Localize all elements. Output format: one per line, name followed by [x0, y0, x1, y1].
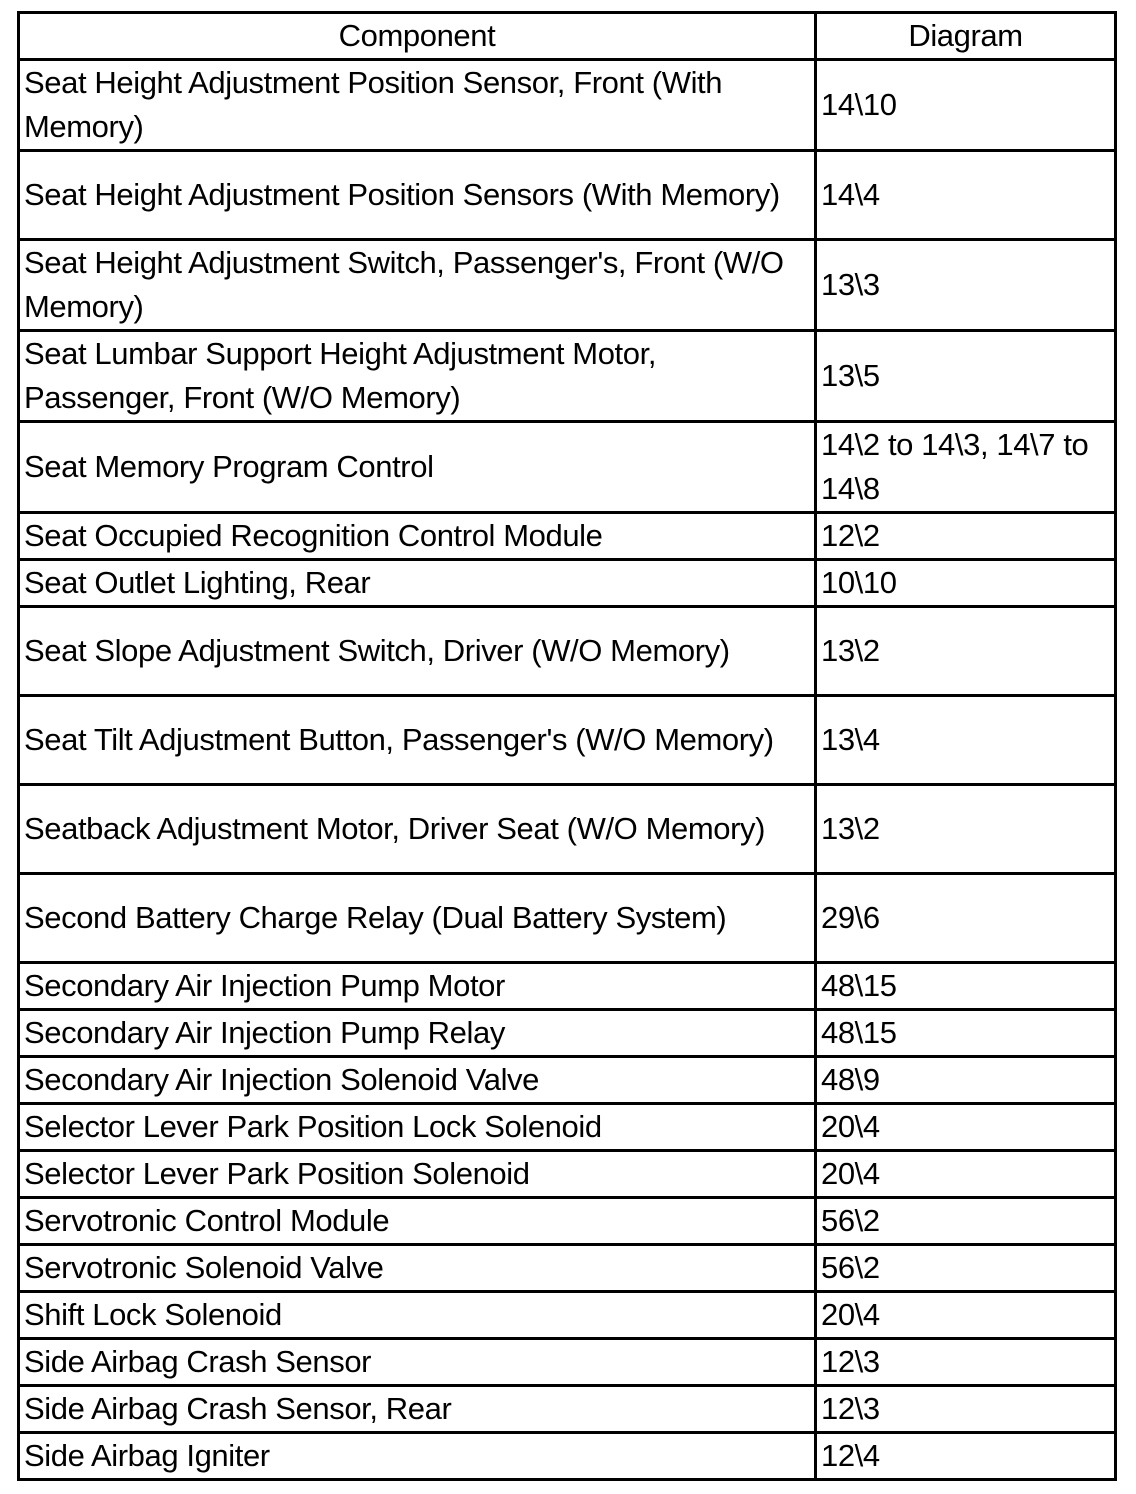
component-cell: Seat Outlet Lighting, Rear: [19, 560, 816, 607]
component-cell: Seat Height Adjustment Position Sensors (With Memory): [19, 151, 816, 240]
diagram-cell: 12\2: [816, 513, 1116, 560]
diagram-cell: 20\4: [816, 1104, 1116, 1151]
diagram-cell: 56\2: [816, 1245, 1116, 1292]
diagram-cell: 56\2: [816, 1198, 1116, 1245]
component-cell: Selector Lever Park Position Solenoid: [19, 1151, 816, 1198]
diagram-cell: 14\4: [816, 151, 1116, 240]
table-row: [19, 331, 1116, 422]
table-row: [19, 1010, 1116, 1057]
component-cell: Seat Slope Adjustment Switch, Driver (W/O Memory): [19, 607, 816, 696]
header-diagram: Diagram: [816, 13, 1116, 60]
table-row: [19, 1433, 1116, 1480]
component-cell: Side Airbag Crash Sensor: [19, 1339, 816, 1386]
component-cell: Seat Height Adjustment Position Sensor, Front (With Memory): [19, 60, 816, 151]
diagram-cell: 20\4: [816, 1292, 1116, 1339]
diagram-cell: 12\3: [816, 1386, 1116, 1433]
table-row: [19, 1057, 1116, 1104]
component-cell: Secondary Air Injection Pump Relay: [19, 1010, 816, 1057]
diagram-cell: 48\15: [816, 963, 1116, 1010]
table-row: [19, 874, 1116, 963]
diagram-cell: 48\9: [816, 1057, 1116, 1104]
component-cell: Shift Lock Solenoid: [19, 1292, 816, 1339]
diagram-cell: 13\3: [816, 240, 1116, 331]
component-diagram-table: [17, 11, 1117, 1481]
component-cell: Secondary Air Injection Solenoid Valve: [19, 1057, 816, 1104]
table-row: [19, 513, 1116, 560]
component-cell: Second Battery Charge Relay (Dual Battery System): [19, 874, 816, 963]
table-row: [19, 560, 1116, 607]
table-row: [19, 422, 1116, 513]
diagram-cell: 20\4: [816, 1151, 1116, 1198]
diagram-cell: 12\3: [816, 1339, 1116, 1386]
table-row: [19, 151, 1116, 240]
component-cell: Seat Lumbar Support Height Adjustment Motor, Passenger, Front (W/O Memory): [19, 331, 816, 422]
component-cell: Seat Height Adjustment Switch, Passenger's, Front (W/O Memory): [19, 240, 816, 331]
table-header: [19, 13, 1116, 60]
component-cell: Seat Occupied Recognition Control Module: [19, 513, 816, 560]
header-component: Component: [19, 13, 816, 60]
table-row: [19, 963, 1116, 1010]
diagram-cell: 48\15: [816, 1010, 1116, 1057]
component-cell: Side Airbag Crash Sensor, Rear: [19, 1386, 816, 1433]
table-row: [19, 60, 1116, 151]
table-row: [19, 785, 1116, 874]
diagram-cell: 13\2: [816, 785, 1116, 874]
table-row: [19, 1339, 1116, 1386]
table-row: [19, 1198, 1116, 1245]
table-row: [19, 1292, 1116, 1339]
component-cell: Secondary Air Injection Pump Motor: [19, 963, 816, 1010]
component-cell: Selector Lever Park Position Lock Solenoid: [19, 1104, 816, 1151]
diagram-cell: 14\2 to 14\3, 14\7 to 14\8: [816, 422, 1116, 513]
table-row: [19, 1151, 1116, 1198]
component-cell: Servotronic Control Module: [19, 1198, 816, 1245]
table-row: [19, 696, 1116, 785]
table-row: [19, 1104, 1116, 1151]
table-row: [19, 240, 1116, 331]
component-cell: Side Airbag Igniter: [19, 1433, 816, 1480]
component-cell: Servotronic Solenoid Valve: [19, 1245, 816, 1292]
diagram-cell: 13\2: [816, 607, 1116, 696]
diagram-cell: 10\10: [816, 560, 1116, 607]
diagram-cell: 12\4: [816, 1433, 1116, 1480]
component-cell: Seatback Adjustment Motor, Driver Seat (W/O Memory): [19, 785, 816, 874]
diagram-cell: 13\5: [816, 331, 1116, 422]
diagram-cell: 14\10: [816, 60, 1116, 151]
component-cell: Seat Tilt Adjustment Button, Passenger's (W/O Memory): [19, 696, 816, 785]
table-body: [19, 60, 1116, 1480]
header-row: [19, 13, 1116, 60]
table-row: [19, 607, 1116, 696]
component-cell: Seat Memory Program Control: [19, 422, 816, 513]
diagram-cell: 29\6: [816, 874, 1116, 963]
diagram-cell: 13\4: [816, 696, 1116, 785]
table-row: [19, 1245, 1116, 1292]
table-row: [19, 1386, 1116, 1433]
